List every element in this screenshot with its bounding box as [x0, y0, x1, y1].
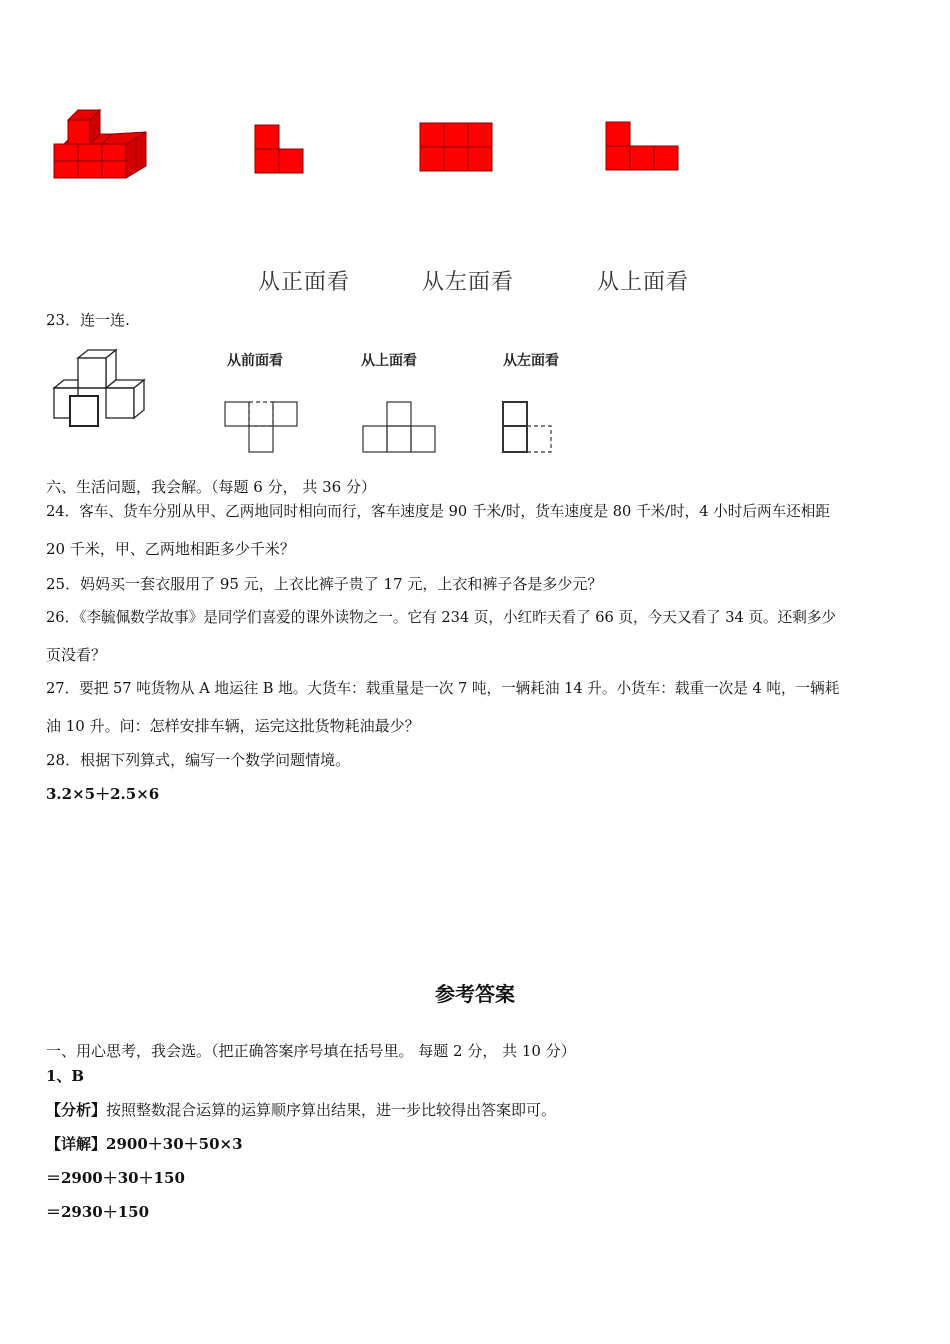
detail-text: 2900＋30＋50×3: [106, 1135, 243, 1153]
q27-line1: 27．要把 57 吨货物从 A 地运往 B 地。大货车：载重量是一次 7 吨，一辆耗油 14 升。小货车：载重一次是 4 吨，一辆耗: [46, 680, 840, 697]
analysis-text: 按照整数混合运算的运算顺序算出结果，进一步比较得出答案即可。: [106, 1101, 557, 1119]
q23-cube-figure: [50, 350, 150, 430]
answer-1-analysis: [46, 1100, 556, 1120]
view-label-top: 从上面看: [597, 270, 690, 295]
q23-top-view-outline: [363, 402, 443, 458]
q28-formula: 3.2×5＋2.5×6: [46, 785, 160, 803]
section6-heading: 六、生活问题，我会解。（每题 6 分， 共 36 分）: [46, 478, 376, 496]
detail-tag: 【详解】: [46, 1135, 107, 1153]
answer-1-step2: ＝2930＋150: [46, 1203, 150, 1221]
left-view-figure: [420, 123, 494, 173]
top-view-figure: [606, 122, 680, 172]
q23-left-view-outline: [503, 402, 563, 458]
q23-front-view-outline: [225, 402, 305, 458]
q23-label-front: 从前面看: [227, 353, 283, 369]
red-cube-3d-figure: [54, 110, 154, 185]
answer-1-step1: ＝2900＋30＋150: [46, 1169, 185, 1187]
q23-label-top: 从上面看: [361, 353, 417, 369]
analysis-tag: 【分析】: [46, 1101, 107, 1119]
q24-line2: 20 千米，甲、乙两地相距多少千米？: [46, 540, 295, 558]
answers-title: 参考答案: [435, 982, 515, 1006]
q23-label-left: 从左面看: [503, 353, 559, 369]
view-label-left: 从左面看: [422, 270, 515, 295]
q28-text: 28．根据下列算式，编写一个数学问题情境。: [46, 751, 351, 769]
q27-line2: 油 10 升。问：怎样安排车辆，运完这批货物耗油最少？: [46, 717, 420, 735]
q25-text: 25．妈妈买一套衣服用了 95 元，上衣比裤子贵了 17 元，上衣和裤子各是多少元？: [46, 575, 603, 593]
q24-line1: 24．客车、货车分别从甲、乙两地同时相向而行，客车速度是 90 千米/时，货车速度是 80 千米/时，4 小时后两车还相距: [46, 503, 830, 520]
q26-line2: 页没看？: [46, 646, 107, 664]
answer-1: 1、B: [46, 1067, 85, 1085]
front-view-figure: [255, 125, 305, 175]
q23-text: 23．连一连.: [46, 311, 130, 329]
answer-1-detail: [46, 1134, 243, 1154]
view-label-front: 从正面看: [258, 270, 351, 295]
answers-section1: 一、用心思考，我会选。（把正确答案序号填在括号里。 每题 2 分， 共 10 分）: [46, 1042, 576, 1060]
q26-line1: 26．《李毓佩数学故事》是同学们喜爱的课外读物之一。它有 234 页，小红昨天看了 66 页，今天又看了 34 页。还剩多少: [46, 609, 837, 626]
